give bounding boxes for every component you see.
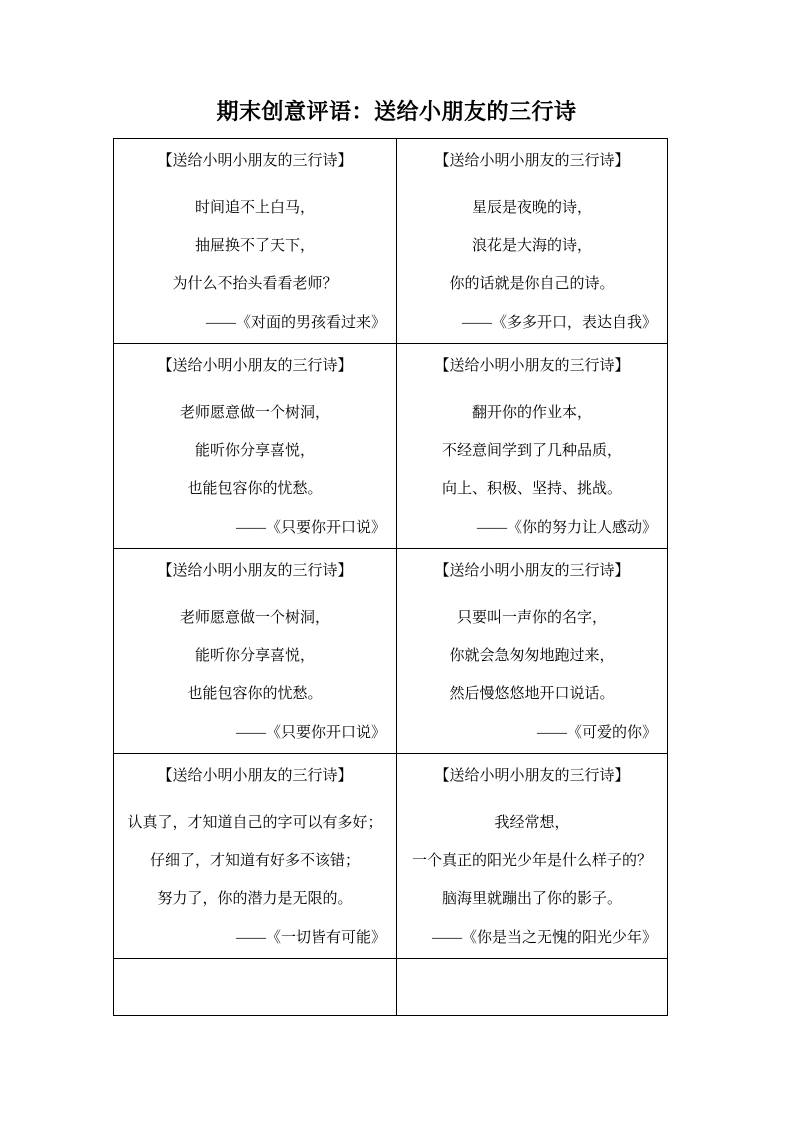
poem-cell-header: 【送给小明小朋友的三行诗】: [434, 563, 630, 579]
table-row-empty: [114, 959, 668, 1016]
table-row: [114, 754, 668, 959]
poem-attribution: ——《一切皆有可能》: [235, 930, 386, 946]
poem-attribution: ——《多多开口，表达自我》: [461, 315, 657, 331]
empty-cell: [397, 959, 668, 1016]
page-title: 期末创意评语：送给小朋友的三行诗: [216, 99, 577, 124]
poem-line: 我经常想，: [494, 815, 570, 831]
poem-cell: [397, 139, 668, 344]
table-row: [114, 549, 668, 754]
poem-line: 只要叫一声你的名字，: [456, 610, 607, 626]
poem-attribution: ——《只要你开口说》: [235, 520, 386, 536]
poem-line: 为什么不抬头看看老师？: [172, 276, 338, 292]
poem-table: [113, 138, 668, 1016]
poem-line: 能听你分享喜悦，: [194, 443, 315, 459]
poem-attribution: ——《你是当之无愧的阳光少年》: [431, 930, 657, 946]
poem-line: 你的话就是你自己的诗。: [449, 276, 615, 292]
poem-cell-header: 【送给小明小朋友的三行诗】: [157, 563, 353, 579]
table-row: [114, 344, 668, 549]
poem-line: 能听你分享喜悦，: [194, 648, 315, 664]
poem-cell: [397, 344, 668, 549]
poem-cell-header: 【送给小明小朋友的三行诗】: [157, 768, 353, 784]
poem-cell: [114, 344, 397, 549]
poem-line: 抽屉换不了天下，: [194, 238, 315, 254]
poem-cell: [114, 549, 397, 754]
empty-cell: [114, 959, 397, 1016]
poem-line: 努力了，你的潜力是无限的。: [157, 891, 353, 907]
poem-line: 不经意间学到了几种品质，: [441, 443, 622, 459]
poem-attribution: ——《你的努力让人感动》: [476, 520, 657, 536]
poem-line: 仔细了，才知道有好多不该错；: [149, 853, 360, 869]
poem-line: 脑海里就蹦出了你的影子。: [441, 891, 622, 907]
poem-line: 然后慢悠悠地开口说话。: [449, 686, 615, 702]
poem-cell-header: 【送给小明小朋友的三行诗】: [434, 358, 630, 374]
poem-cell: [397, 549, 668, 754]
poem-attribution: ——《可爱的你》: [536, 725, 657, 741]
poem-attribution: ——《对面的男孩看过来》: [205, 315, 386, 331]
poem-line: 星辰是夜晚的诗，: [471, 200, 592, 216]
poem-line: 翻开你的作业本，: [471, 405, 592, 421]
poem-cell-header: 【送给小明小朋友的三行诗】: [157, 153, 353, 169]
poem-line: 向上、积极、坚持、挑战。: [441, 481, 622, 497]
poem-cell: [114, 139, 397, 344]
poem-line: 一个真正的阳光少年是什么样子的？: [411, 853, 652, 869]
poem-line: 也能包容你的忧愁。: [187, 481, 323, 497]
poem-line: 老师愿意做一个树洞，: [179, 610, 330, 626]
poem-line: 时间追不上白马，: [194, 200, 315, 216]
poem-cell-header: 【送给小明小朋友的三行诗】: [434, 153, 630, 169]
poem-cell: [397, 754, 668, 959]
poem-line: 你就会急匆匆地跑过来，: [449, 648, 615, 664]
poem-line: 也能包容你的忧愁。: [187, 686, 323, 702]
poem-cell: [114, 754, 397, 959]
poem-line: 老师愿意做一个树洞，: [179, 405, 330, 421]
poem-attribution: ——《只要你开口说》: [235, 725, 386, 741]
table-row: [114, 139, 668, 344]
poem-line: 浪花是大海的诗，: [471, 238, 592, 254]
poem-cell-header: 【送给小明小朋友的三行诗】: [434, 768, 630, 784]
poem-cell-header: 【送给小明小朋友的三行诗】: [157, 358, 353, 374]
poem-line: 认真了，才知道自己的字可以有多好；: [127, 815, 383, 831]
